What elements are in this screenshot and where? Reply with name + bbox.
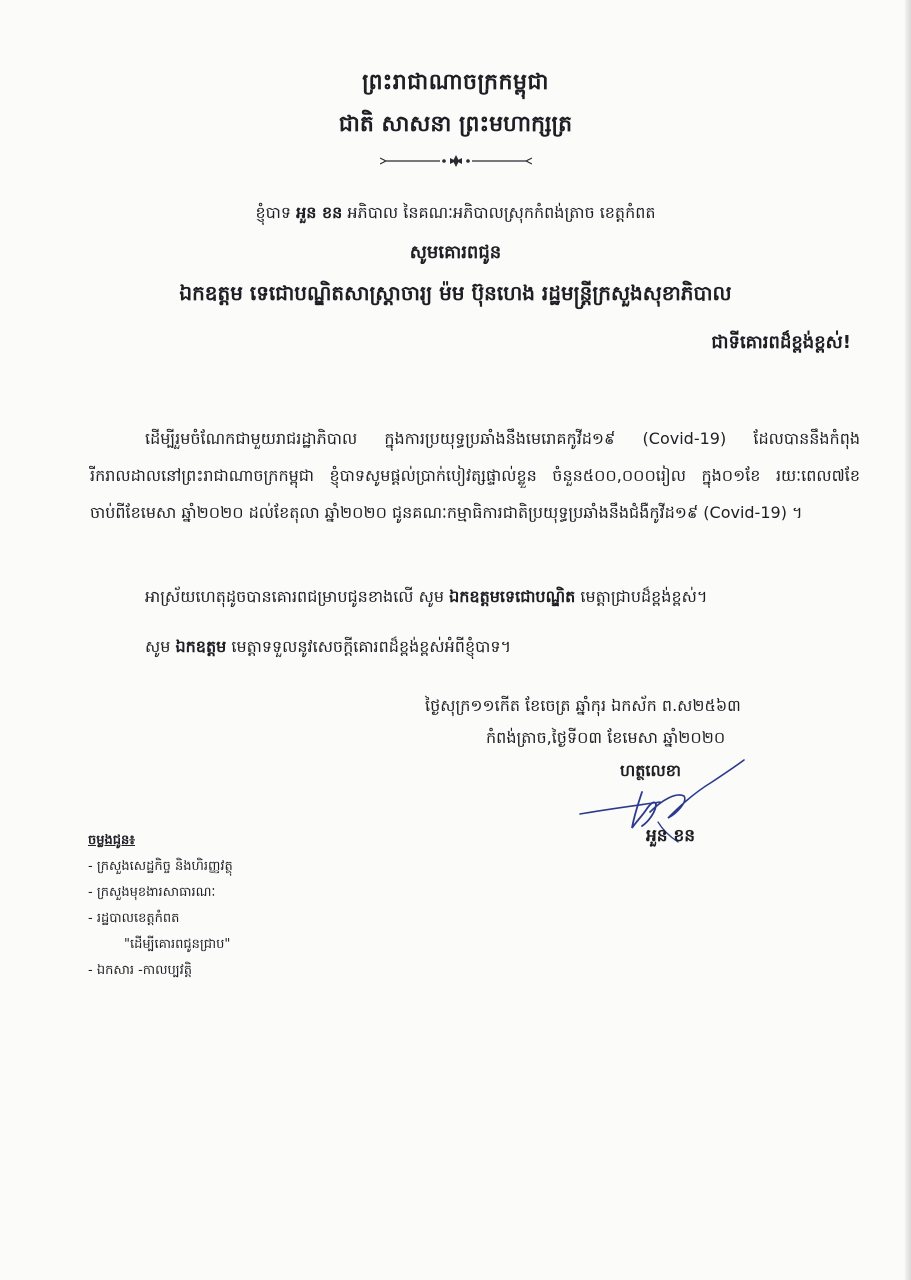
- salutation-respect: សូមគោរពជូន: [409, 242, 502, 263]
- copies-item: - ក្រសួងមុខងារសាធារណៈ: [88, 885, 216, 900]
- paragraph-2-suffix: មេត្តាជ្រាបដ៏ខ្ពង់ខ្ពស់។: [580, 587, 708, 606]
- body-paragraph-3: [145, 628, 860, 665]
- solar-date: កំពង់ត្រាច,ថ្ងៃទី០៣ ខែមេសា ឆ្នាំ២០២០: [486, 728, 726, 747]
- honorific-closing: ជាទីគោរពដ៏ខ្ពង់ខ្ពស់!: [711, 332, 851, 353]
- signature-title: ហត្ថលេខា: [620, 761, 681, 780]
- sender-name: អួន ខន: [296, 203, 343, 222]
- copies-item: - ឯកសារ -កាលប្បវត្តិ: [88, 963, 193, 978]
- body-paragraph-1: ដើម្បីរួមចំណែកជាមួយរាជរដ្ឋាភិបាល ក្នុងការប្រយុទ្ធប្រឆាំងនឹងមេរោគកូវីដ១៩ (Covid-19) ដែលបាននឹងកំពុងរីករាលដាលនៅព្រះរាជាណាចក្រកម្ពុជា ខ្ញុំបាទសូមផ្តល់ប្រាក់បៀវត្សផ្ទាល់ខ្លួន ចំនួន៥០០,០០០រៀល ក្នុង០១ខែ រយៈពេល៧ខែ ចាប់ពីខែមេសា ឆ្នាំ២០២០ ដល់ខែតុលា ឆ្នាំ២០២០ ជូនគណៈកម្មាធិការជាតិប្រយុទ្ធប្រឆាំងនឹងជំងឺកូវីដ១៩ (Covid-19) ។: [90, 429, 860, 522]
- national-motto-kingdom: ព្រះរាជាណាចក្រកម្ពុជា: [362, 70, 549, 95]
- recipient-line: ឯកឧត្តម ទេជោបណ្ឌិតសាស្ត្រាចារ្យ ម៉ម ប៊ុនហេង រដ្ឋមន្ត្រីក្រសួងសុខាភិបាល: [179, 281, 732, 305]
- copies-title: ចម្លងជូន៖: [88, 833, 135, 848]
- signer-name: អួន ខន: [646, 826, 696, 846]
- sender-prefix: ខ្ញុំបាទ: [255, 203, 291, 222]
- sender-line: [0, 202, 911, 226]
- copies-section: [88, 828, 233, 984]
- paragraph-3-bold: ឯកឧត្តម: [175, 637, 227, 656]
- body-paragraph-2: [145, 578, 860, 615]
- paragraph-3-prefix: សូម: [145, 637, 171, 656]
- sender-title: អភិបាល នៃគណៈអភិបាលស្រុកកំពង់ត្រាច ខេត្តកំពត: [347, 203, 656, 222]
- paragraph-2-bold: ឯកឧត្តមទេជោបណ្ឌិត: [449, 587, 576, 606]
- ornament-divider-icon: [380, 154, 532, 168]
- paragraph-3-suffix: មេត្តាទទួលនូវសេចក្តីគោរពដ៏ខ្ពង់ខ្ពស់អំពីខ្ញុំបាទ។: [231, 637, 512, 656]
- copies-item: - ក្រសួងសេដ្ឋកិច្ច និងហិរញ្ញវត្ថុ: [88, 859, 233, 874]
- lunar-date: ថ្ងៃសុក្រ១១កើត ខែចេត្រ ឆ្នាំកុរ ឯកស័ក ព.ស២៥៦៣: [425, 696, 741, 715]
- copies-item: - រដ្ឋបាលខេត្តកំពត: [88, 911, 180, 926]
- copies-item-note: "ដើម្បីគោរពជូនជ្រាប": [124, 937, 231, 952]
- national-motto-nation-religion-king: ជាតិ សាសនា ព្រះមហាក្សត្រ: [338, 112, 573, 137]
- paragraph-2-prefix: អាស្រ័យហេតុដូចបានគោរពជម្រាបជូនខាងលើ សូម: [145, 587, 444, 606]
